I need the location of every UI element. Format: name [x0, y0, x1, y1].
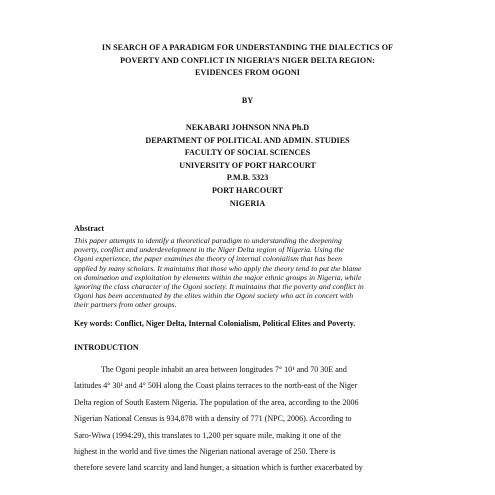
- title-line: IN SEARCH OF A PARADIGM FOR UNDERSTANDING THE DIALECTICS OF: [101, 43, 394, 52]
- author-faculty: FACULTY OF SOCIAL SCIENCES: [184, 148, 311, 158]
- introduction-heading: INTRODUCTION: [74, 343, 139, 352]
- abstract-heading: Abstract: [74, 224, 105, 233]
- abstract-line: Ogoni has been accentuated by the elites within the Ogoni society who act in concert with: [74, 291, 354, 301]
- body-line: Delta region of South Eastern Nigeria. The population of the area, according to the 2006: [74, 397, 359, 407]
- body-line: highest in the world and five times the Nigerian national average of 250. There is: [74, 447, 336, 457]
- author-affiliation: [0, 122, 495, 210]
- abstract-body: [74, 236, 426, 310]
- body-line: Saro-Wiwa (1994:29), this translates to 1,200 per square mile, making it one of the: [74, 430, 341, 440]
- abstract-line: Ogoni experience, the paper examines the theory of internal colonialism that has been: [74, 254, 342, 264]
- body-line: therefore severe land scarcity and land hunger, a situation which is further exacerbated by: [74, 463, 363, 473]
- author-department: DEPARTMENT OF POLITICAL AND ADMIN. STUDIES: [145, 135, 350, 145]
- author-university: UNIVERSITY OF PORT HARCOURT: [179, 160, 316, 170]
- title-line: POVERTY AND CONFLICT IN NIGERIA’S NIGER DELTA REGION:: [120, 55, 375, 65]
- abstract-line: their partners from other groups.: [74, 300, 177, 310]
- abstract-line: on domination and exploitation by elements within the major ethnic groups in Nigeria, while: [74, 272, 362, 282]
- byline: BY: [241, 96, 254, 105]
- introduction-body: [74, 362, 426, 477]
- abstract-line: ignoring the class character of the Ogoni society. It maintains that the poverty and conflict in: [74, 282, 364, 292]
- body-line: The Ogoni people inhabit an area between longitudes 7° 10¹ and 70 30E and: [101, 365, 347, 374]
- author-country: NIGERIA: [229, 198, 266, 208]
- body-line: Nigerian National Census is 934,878 with a density of 771 (NPC, 2006). According to: [74, 414, 352, 424]
- body-line: latitudes 4° 30¹ and 4° 50H along the Coast plains terraces to the north-east of the Niger: [74, 381, 358, 391]
- author-city: PORT HARCOURT: [211, 185, 283, 195]
- paper-title: [60, 42, 435, 80]
- title-line: EVIDENCES FROM OGONI: [195, 68, 300, 77]
- author-name: NEKABARI JOHNSON NNA Ph.D: [185, 123, 310, 132]
- abstract-line: This paper attempts to identify a theoretical paradigm to understanding the deepening: [74, 236, 342, 245]
- abstract-line: applied by many scholars. It maintains that those who apply the theory tend to put the blame: [74, 263, 362, 273]
- author-pmb: P.M.B. 5323: [226, 173, 269, 183]
- abstract-line: poverty, conflict and underdevelopment in the Niger Delta region of Nigeria. Using the: [74, 245, 344, 255]
- keywords: Key words: Conflict, Niger Delta, Internal Colonialism, Political Elites and Poverty.: [74, 319, 356, 328]
